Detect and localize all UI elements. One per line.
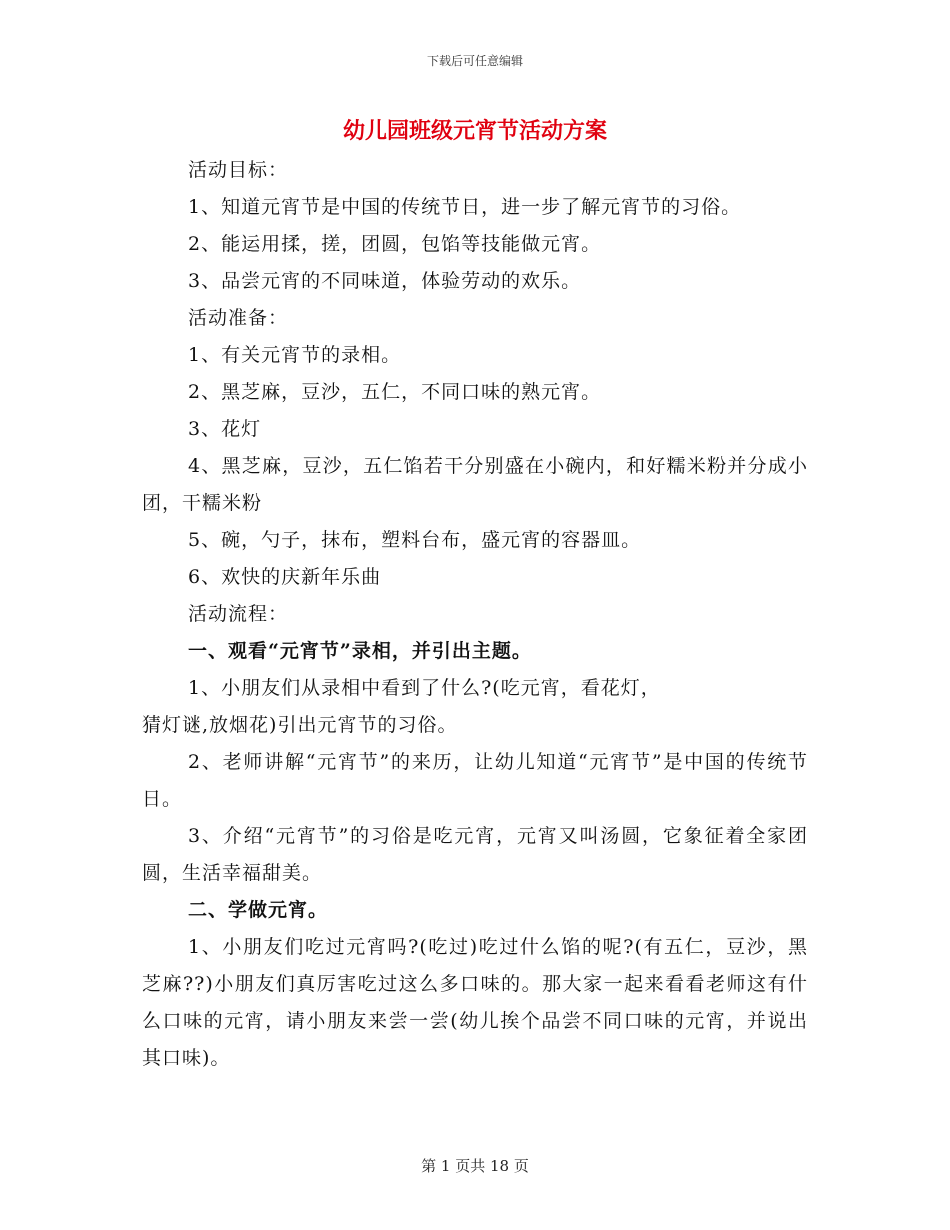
process-step-1-item-1-cont: 猜灯谜,放烟花)引出元宵节的习俗。 [142, 714, 458, 736]
process-step-2-heading: 二、学做元宵。 [188, 899, 329, 921]
goal-item-2: 2、能运用揉，搓，团圆，包馅等技能做元宵。 [188, 233, 602, 255]
process-step-1-item-2: 2、老师讲解“元宵节”的来历，让幼儿知道“元宵节”是中国的传统节日。 [142, 751, 808, 810]
page-header-note: 下载后可任意编辑 [426, 54, 523, 68]
prep-item-4: 4、黑芝麻，豆沙，五仁馅若干分别盛在小碗内，和好糯米粉并分成小团，干糯米粉 [142, 455, 808, 514]
document-body [142, 152, 808, 1077]
prep-item-1: 1、有关元宵节的录相。 [188, 344, 402, 366]
process-step-2-item-1: 1、小朋友们吃过元宵吗?(吃过)吃过什么馅的呢?(有五仁，豆沙，黑芝麻??)小朋友们真厉害吃过这么多口味的。那大家一起来看看老师这有什么口味的元宵，请小朋友来尝一尝(幼儿挨个品尝不同口味的元宵，并说出其口味)。 [142, 936, 808, 1069]
process-step-1-item-1: 1、小朋友们从录相中看到了什么?(吃元宵，看花灯， [188, 677, 661, 699]
prep-item-5: 5、碗，勺子，抹布，塑料台布，盛元宵的容器皿。 [188, 529, 642, 551]
process-step-1-item-3: 3、介绍“元宵节”的习俗是吃元宵，元宵又叫汤圆，它象征着全家团圆，生活幸福甜美。 [142, 825, 808, 884]
prep-item-3: 3、花灯 [188, 418, 262, 440]
prep-item-6: 6、欢快的庆新年乐曲 [188, 566, 382, 588]
section-heading-goals: 活动目标： [188, 159, 289, 181]
page-number-footer: 第 1 页共 18 页 [421, 1157, 529, 1175]
prep-item-2: 2、黑芝麻，豆沙，五仁，不同口味的熟元宵。 [188, 381, 602, 403]
goal-item-1: 1、知道元宵节是中国的传统节日，进一步了解元宵节的习俗。 [188, 196, 742, 218]
section-heading-process: 活动流程： [188, 603, 289, 625]
process-step-1-heading: 一、观看“元宵节”录相，并引出主题。 [188, 640, 532, 662]
document-title: 幼儿园班级元宵节活动方案 [342, 119, 607, 144]
goal-item-3: 3、品尝元宵的不同味道，体验劳动的欢乐。 [188, 270, 582, 292]
section-heading-preparation: 活动准备： [188, 307, 289, 329]
